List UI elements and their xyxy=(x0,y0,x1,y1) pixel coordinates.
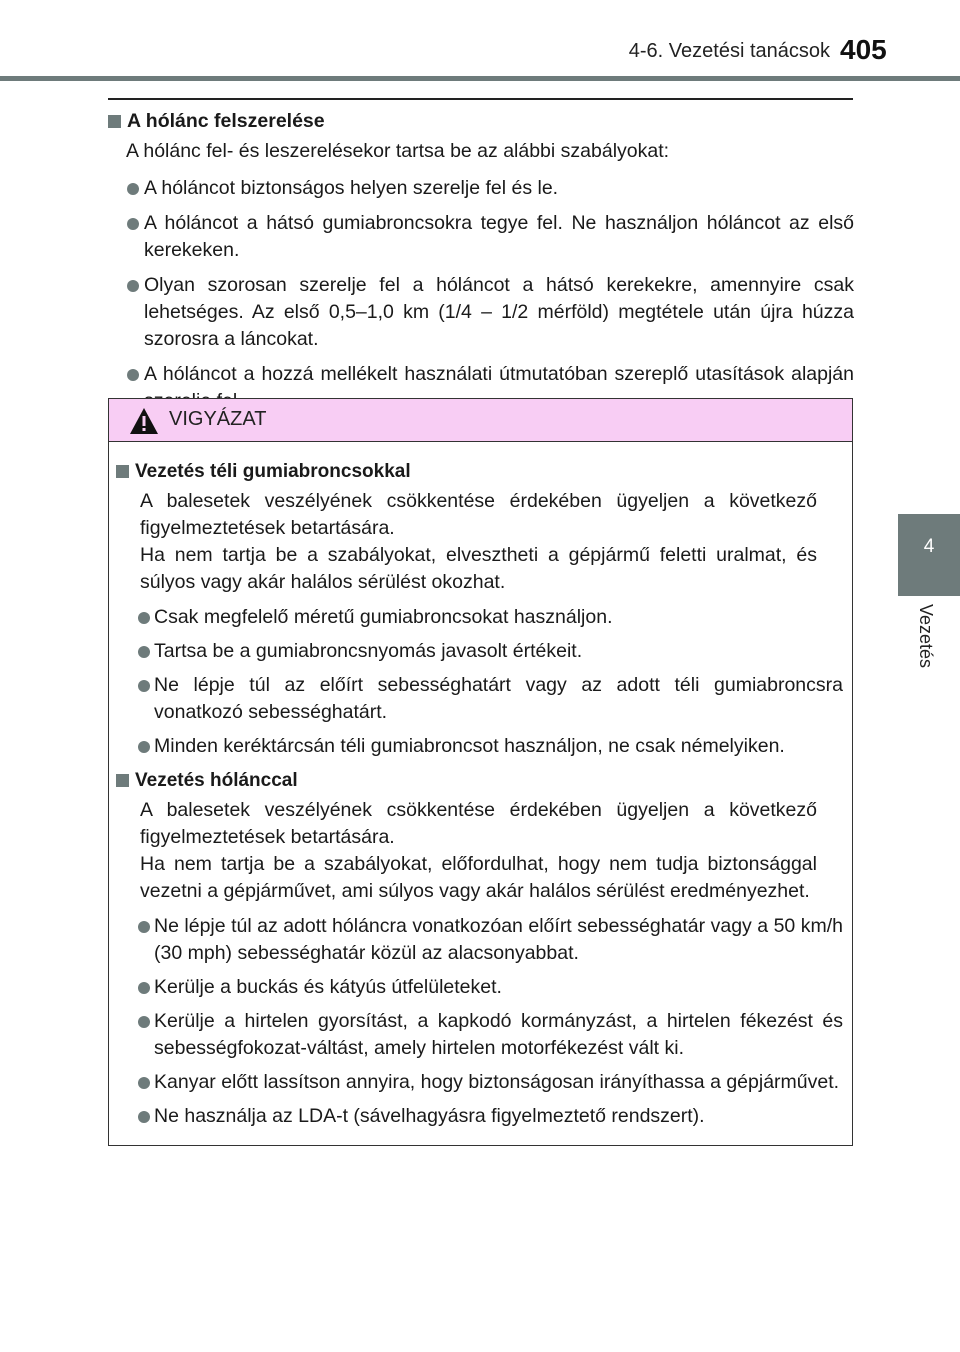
bullet-dot-icon xyxy=(138,680,150,692)
chapter-label xyxy=(898,596,960,726)
list-item xyxy=(116,1069,843,1096)
list-item xyxy=(116,672,843,726)
list-item xyxy=(108,272,854,353)
bullet-dot-icon xyxy=(138,1077,150,1089)
list-item xyxy=(116,974,843,1001)
list-item-text: A hóláncot a hátsó gumiabroncsokra tegye fel. Ne használjon hóláncot az első kerekeken. xyxy=(144,212,854,261)
snow-chain-section xyxy=(108,108,854,423)
page-number: 405 xyxy=(840,34,887,65)
section-heading xyxy=(116,767,843,794)
bullet-dot-icon xyxy=(138,1111,150,1123)
list-item-text: Minden keréktárcsán téli gumiabroncsot használjon, ne csak némelyiken. xyxy=(154,735,785,757)
warning-header xyxy=(109,399,852,442)
list-item-text: Kanyar előtt lassítson annyira, hogy biztonságosan irányíthassa a gépjárművet. xyxy=(154,1071,840,1093)
warning-title: VIGYÁZAT xyxy=(169,408,267,430)
snow-chain-intro: A hólánc fel- és leszerelésekor tartsa be az alábbi szabályokat: xyxy=(126,140,670,162)
bullet-dot-icon xyxy=(138,1016,150,1028)
bullet-dot-icon xyxy=(138,646,150,658)
paragraph-line: Ha nem tartja be a szabályokat, elvesztheti a gépjármű feletti uralmat, és súlyos vagy akár halálos sérülést okozhat. xyxy=(140,544,817,593)
list-item-text: Csak megfelelő méretű gumiabroncsokat használjon. xyxy=(154,606,613,628)
list-item xyxy=(116,733,843,760)
warning-triangle-icon xyxy=(129,407,159,435)
paragraph-line: A balesetek veszélyének csökkentése érdekében ügyeljen a következő figyelmeztetések betartására. xyxy=(140,799,817,848)
bullet-dot-icon xyxy=(138,921,150,933)
winter-tires-heading: Vezetés téli gumiabroncsokkal xyxy=(135,461,411,482)
bullet-dot-icon xyxy=(127,183,139,195)
list-item-text: Ne használja az LDA-t (sávelhagyásra figyelmeztető rendszert). xyxy=(154,1105,705,1127)
list-item-text: Ne lépje túl az előírt sebességhatárt vagy az adott téli gumiabroncsra vonatkozó sebességhatárt. xyxy=(154,674,843,723)
bullet-dot-icon xyxy=(127,218,139,230)
bullet-dot-icon xyxy=(138,741,150,753)
list-item xyxy=(116,1103,843,1130)
section-title: 4-6. Vezetési tanácsok xyxy=(628,40,830,62)
warning-body xyxy=(109,442,852,1130)
chapter-label-text: Vezetés xyxy=(916,604,936,669)
header-rule xyxy=(0,76,960,81)
snow-chain-heading: A hólánc felszerelése xyxy=(127,110,325,132)
list-item xyxy=(116,638,843,665)
bullet-dot-icon xyxy=(127,369,139,381)
paragraph-line: A balesetek veszélyének csökkentése érdekében ügyeljen a következő figyelmeztetések betartására. xyxy=(140,490,817,539)
square-bullet-icon xyxy=(116,465,129,478)
list-item xyxy=(116,1008,843,1062)
paragraph-line: Ha nem tartja be a szabályokat, előfordulhat, hogy nem tudja biztonsággal vezetni a gépjárművet, ami súlyos vagy akár halálos sérülést eredményezhet. xyxy=(140,853,817,902)
list-item-text: Kerülje a buckás és kátyús útfelületeket. xyxy=(154,976,502,998)
list-item-text: Olyan szorosan szerelje fel a hóláncot a hátsó kerekekre, amennyire csak lehetséges. Az első 0,5–1,0 km (1/4 – 1/2 mérföld) megtétele után újra húzza szorosra a láncokat. xyxy=(144,274,854,350)
list-item xyxy=(108,175,854,202)
list-item xyxy=(116,604,843,631)
square-bullet-icon xyxy=(116,774,129,787)
list-item xyxy=(108,210,854,264)
list-item-text: Kerülje a hirtelen gyorsítást, a kapkodó kormányzást, a hirtelen fékezést és sebességfokozat-váltást, amely hirtelen motorfékezést vált ki. xyxy=(154,1010,843,1059)
warning-box xyxy=(108,398,853,1146)
bullet-dot-icon xyxy=(138,982,150,994)
list-item-text: A hóláncot biztonságos helyen szerelje fel és le. xyxy=(144,177,559,199)
snow-chain-driving-heading: Vezetés hólánccal xyxy=(135,770,298,791)
bullet-dot-icon xyxy=(127,280,139,292)
square-bullet-icon xyxy=(108,115,121,128)
list-item-text: Ne lépje túl az adott hóláncra vonatkozóan előírt sebességhatár vagy a 50 km/h (30 mph) sebességhatár közül az alacsonyabbat. xyxy=(154,915,843,964)
bullet-dot-icon xyxy=(138,612,150,624)
paragraph xyxy=(140,488,817,596)
chapter-number: 4 xyxy=(923,536,935,557)
section-heading xyxy=(116,458,843,485)
content-top-rule xyxy=(108,98,853,100)
list-item xyxy=(116,913,843,967)
paragraph xyxy=(140,797,817,905)
list-item-text: Tartsa be a gumiabroncsnyomás javasolt értékeit. xyxy=(154,640,583,662)
section-heading xyxy=(108,108,854,135)
list-item-text: A hóláncot a hozzá mellékelt használati útmutatóban szereplő utasítások alapján xyxy=(144,363,854,385)
